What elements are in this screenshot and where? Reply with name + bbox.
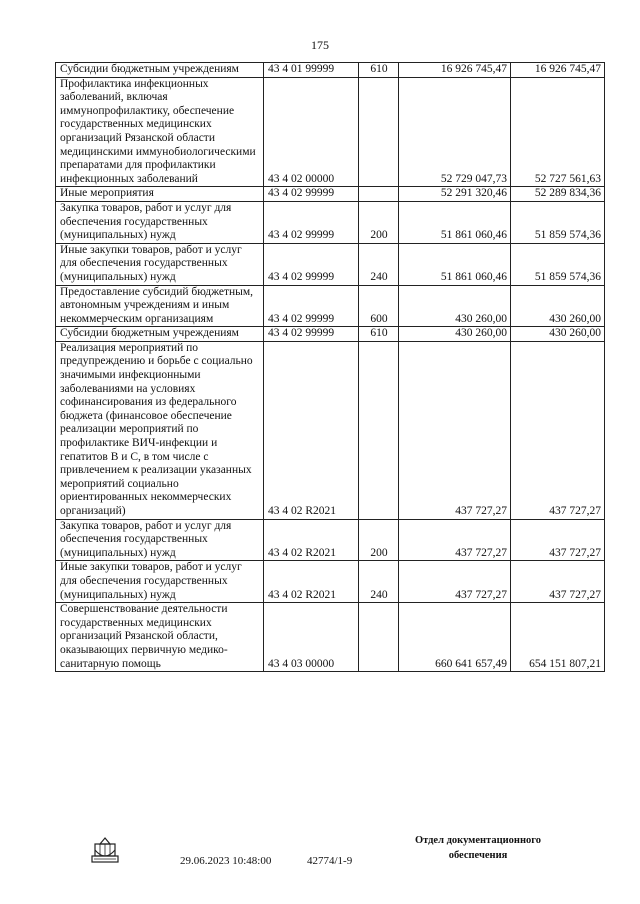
- row-code: 43 4 02 99999: [264, 285, 359, 327]
- footer-department-line2: обеспечения: [448, 850, 508, 861]
- row-expense-type: [359, 603, 399, 672]
- row-value-actual: 430 260,00: [511, 327, 605, 342]
- row-value-planned: 437 727,27: [399, 561, 511, 603]
- table-row: [56, 519, 605, 561]
- row-value-planned: 430 260,00: [399, 285, 511, 327]
- row-value-actual: 437 727,27: [511, 561, 605, 603]
- row-name: Субсидии бюджетным учреждениям: [56, 327, 264, 342]
- row-expense-type: 200: [359, 201, 399, 243]
- row-value-actual: 52 727 561,63: [511, 77, 605, 187]
- row-value-planned: 51 861 060,46: [399, 201, 511, 243]
- row-expense-type: 610: [359, 327, 399, 342]
- row-value-planned: 437 727,27: [399, 519, 511, 561]
- row-value-planned: 430 260,00: [399, 327, 511, 342]
- row-value-actual: 52 289 834,36: [511, 187, 605, 202]
- row-code: 43 4 02 R2021: [264, 561, 359, 603]
- footer-document-number: 42774/1-9: [307, 855, 353, 867]
- row-value-actual: 51 859 574,36: [511, 201, 605, 243]
- row-value-planned: 51 861 060,46: [399, 243, 511, 285]
- footer-datetime: 29.06.2023 10:48:00: [180, 855, 272, 867]
- row-value-actual: 437 727,27: [511, 341, 605, 519]
- coat-of-arms-icon: [88, 836, 122, 871]
- row-code: 43 4 02 99999: [264, 327, 359, 342]
- row-value-planned: 660 641 657,49: [399, 603, 511, 672]
- row-name: Закупка товаров, работ и услуг для обеспечения государственных (муниципальных) нужд: [56, 519, 264, 561]
- table-row: [56, 243, 605, 285]
- table-row: [56, 341, 605, 519]
- row-expense-type: 600: [359, 285, 399, 327]
- row-code: 43 4 02 00000: [264, 77, 359, 187]
- table-row: [56, 603, 605, 672]
- row-expense-type: 240: [359, 243, 399, 285]
- row-expense-type: 200: [359, 519, 399, 561]
- row-value-actual: 437 727,27: [511, 519, 605, 561]
- row-expense-type: 610: [359, 63, 399, 78]
- footer-department: [398, 833, 558, 863]
- row-expense-type: [359, 77, 399, 187]
- row-code: 43 4 02 R2021: [264, 341, 359, 519]
- table-row: [56, 187, 605, 202]
- row-value-planned: 52 291 320,46: [399, 187, 511, 202]
- table-row: [56, 285, 605, 327]
- row-value-actual: 51 859 574,36: [511, 243, 605, 285]
- page-number: 175: [311, 38, 329, 52]
- row-value-planned: 437 727,27: [399, 341, 511, 519]
- row-name: Иные мероприятия: [56, 187, 264, 202]
- row-code: 43 4 02 R2021: [264, 519, 359, 561]
- row-name: Субсидии бюджетным учреждениям: [56, 63, 264, 78]
- row-name: Иные закупки товаров, работ и услуг для обеспечения государственных (муниципальных) нужд: [56, 243, 264, 285]
- row-code: 43 4 02 99999: [264, 243, 359, 285]
- row-expense-type: 240: [359, 561, 399, 603]
- row-name: Совершенствование деятельности государственных медицинских организаций Рязанской области, оказывающих первичную медико-санитарную помощь: [56, 603, 264, 672]
- row-name: Иные закупки товаров, работ и услуг для обеспечения государственных (муниципальных) нужд: [56, 561, 264, 603]
- row-code: 43 4 02 99999: [264, 201, 359, 243]
- table-row: [56, 201, 605, 243]
- row-name: Закупка товаров, работ и услуг для обеспечения государственных (муниципальных) нужд: [56, 201, 264, 243]
- row-value-actual: 430 260,00: [511, 285, 605, 327]
- row-expense-type: [359, 187, 399, 202]
- row-expense-type: [359, 341, 399, 519]
- row-name: Реализация мероприятий по предупреждению и борьбе с социально значимыми инфекционными заболеваниями на условиях софинансирования из федерального бюджета (финансовое обеспечение реализации мероприятий по профилактике ВИЧ-инфекции и гепатитов В и С, в том числе с привлечением к реализации указанных мероприятий социально ориентированных некоммерческих организаций): [56, 341, 264, 519]
- row-value-planned: 52 729 047,73: [399, 77, 511, 187]
- row-value-actual: 654 151 807,21: [511, 603, 605, 672]
- row-code: 43 4 03 00000: [264, 603, 359, 672]
- row-code: 43 4 01 99999: [264, 63, 359, 78]
- table-row: [56, 561, 605, 603]
- footer-department-line1: Отдел документационного: [414, 835, 542, 846]
- row-name: Предоставление субсидий бюджетным, автономным учреждениям и иным некоммерческим организациям: [56, 285, 264, 327]
- table-row: [56, 77, 605, 187]
- row-name: Профилактика инфекционных заболеваний, включая иммунопрофилактику, обеспечение государственных медицинских организаций Рязанской области медицинскими иммунобиологическими препаратами для профилактики инфекционных заболеваний: [56, 77, 264, 187]
- table-row: [56, 327, 605, 342]
- budget-table: [55, 62, 605, 672]
- table-row: [56, 63, 605, 78]
- row-value-planned: 16 926 745,47: [399, 63, 511, 78]
- row-code: 43 4 02 99999: [264, 187, 359, 202]
- row-value-actual: 16 926 745,47: [511, 63, 605, 78]
